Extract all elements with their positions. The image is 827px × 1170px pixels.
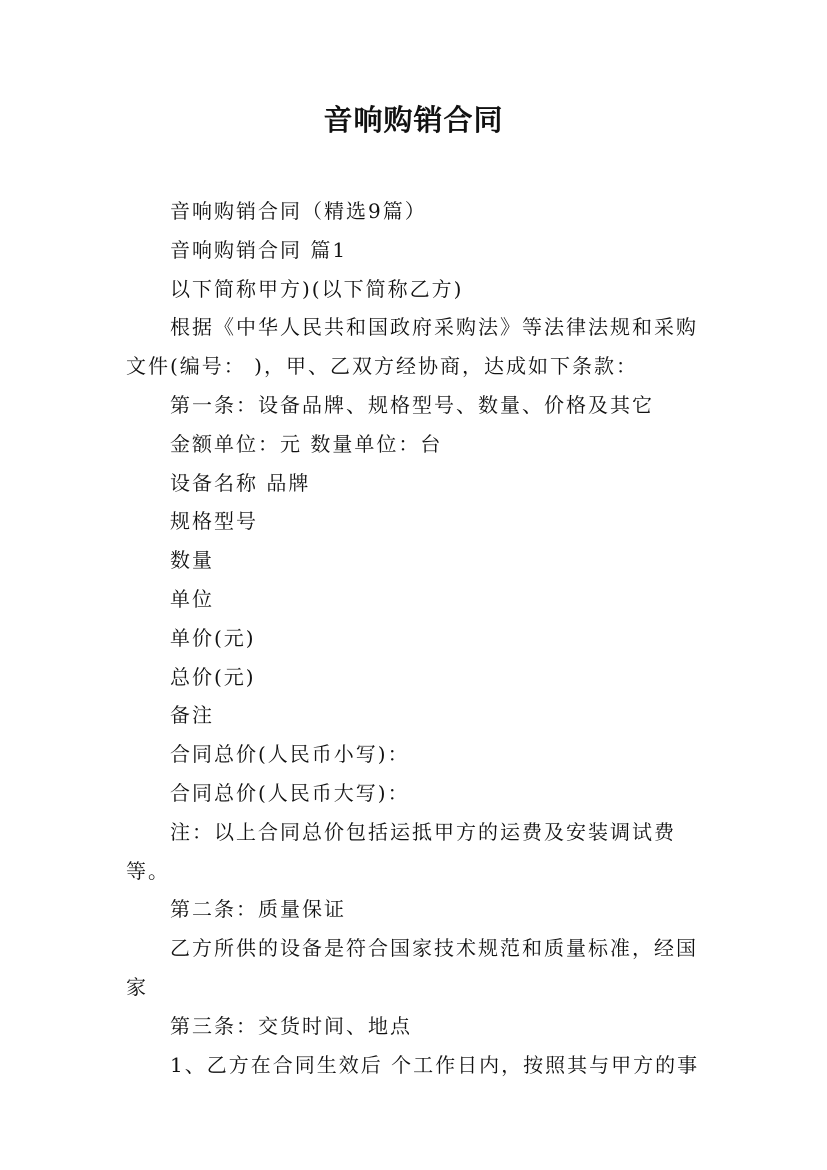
paragraph-field-remarks: 备注 <box>170 703 214 728</box>
paragraph-units: 金额单位：元 数量单位：台 <box>170 431 443 456</box>
paragraph-field-model: 规格型号 <box>170 509 258 534</box>
paragraph-field-unit-price: 单价(元) <box>170 625 256 650</box>
paragraph-subtitle: 音响购销合同（精选9篇） <box>170 199 427 223</box>
paragraph-parties: 以下简称甲方)(以下简称乙方) <box>170 276 464 301</box>
paragraph-field-unit: 单位 <box>170 586 214 611</box>
paragraph-preamble: 根据《中华人民共和国政府采购法》等法律法规和采购文件(编号： )，甲、乙双方经协商，达成如下条款： <box>126 315 698 379</box>
paragraph-field-quantity: 数量 <box>170 548 214 573</box>
paragraph-delivery-1: 1、乙方在合同生效后 个工作日内，按照其与甲方的事 <box>170 1052 700 1077</box>
paragraph-field-name-brand: 设备名称 品牌 <box>170 470 311 495</box>
document-title: 音响购销合同 <box>323 103 504 137</box>
paragraph-total-uppercase: 合同总价(人民币大写)： <box>170 780 410 805</box>
paragraph-section-heading: 音响购销合同 篇1 <box>170 237 348 262</box>
paragraph-total-lowercase: 合同总价(人民币小写)： <box>170 742 410 767</box>
paragraph-article-1: 第一条：设备品牌、规格型号、数量、价格及其它 <box>170 392 654 417</box>
paragraph-field-total-price: 总价(元) <box>170 664 256 689</box>
paragraph-article-3: 第三条：交货时间、地点 <box>170 1013 412 1038</box>
paragraph-quality: 乙方所供的设备是符合国家技术规范和质量标准，经国家 <box>126 936 698 999</box>
paragraph-article-2: 第二条：质量保证 <box>170 897 346 922</box>
paragraph-note: 注：以上合同总价包括运抵甲方的运费及安装调试费等。 <box>126 819 676 883</box>
document-body <box>126 192 716 1084</box>
